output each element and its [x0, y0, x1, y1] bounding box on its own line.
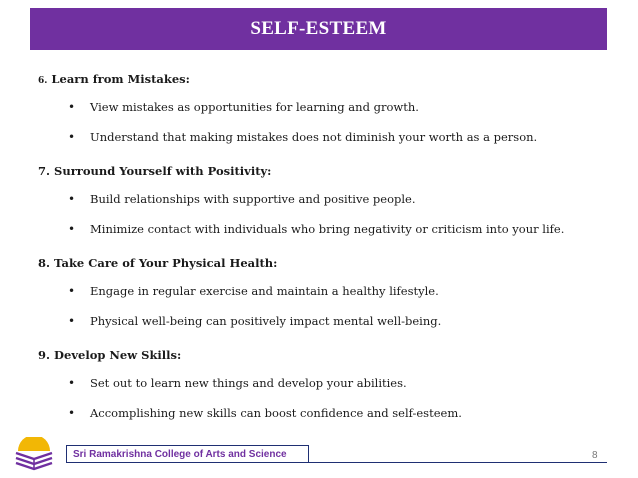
section-heading: [38, 158, 608, 184]
page-number: 8: [592, 450, 598, 461]
slide-content: [38, 66, 608, 434]
section-number: 6.: [38, 76, 48, 86]
slide-title: SELF-ESTEEM: [250, 18, 387, 39]
list-item: • Understand that making mistakes does not diminish your worth as a person.: [38, 122, 608, 152]
bullet-list: [38, 276, 608, 336]
list-item: • Build relationships with supportive and positive people.: [38, 184, 608, 214]
section-heading: [38, 250, 608, 276]
bullet-list: [38, 92, 608, 152]
list-item: • Minimize contact with individuals who bring negativity or criticism into your life.: [38, 214, 608, 244]
section-heading-text: Develop New Skills:: [54, 348, 182, 362]
section-number: 9.: [38, 348, 51, 362]
title-banner: [30, 8, 607, 50]
book-sunrise-logo-icon: [8, 437, 60, 473]
section-heading: [38, 342, 608, 368]
section-heading: [38, 66, 608, 92]
bullet-list: [38, 184, 608, 244]
list-item: • Engage in regular exercise and maintain a healthy lifestyle.: [38, 276, 608, 306]
section-heading-text: Surround Yourself with Positivity:: [54, 164, 272, 178]
section-surround-positivity: [38, 158, 608, 244]
list-item: • Accomplishing new skills can boost confidence and self-esteem.: [38, 398, 608, 428]
section-number: 8.: [38, 256, 51, 270]
section-new-skills: [38, 342, 608, 428]
college-name-box: [66, 445, 309, 463]
section-number: 7.: [38, 164, 51, 178]
section-learn-from-mistakes: [38, 66, 608, 152]
section-heading-text: Learn from Mistakes:: [51, 72, 190, 86]
section-heading-text: Take Care of Your Physical Health:: [54, 256, 278, 270]
list-item: • View mistakes as opportunities for learning and growth.: [38, 92, 608, 122]
section-physical-health: [38, 250, 608, 336]
list-item: • Physical well-being can positively impact mental well-being.: [38, 306, 608, 336]
college-name: Sri Ramakrishna College of Arts and Science: [73, 448, 287, 460]
bullet-list: [38, 368, 608, 428]
list-item: • Set out to learn new things and develop your abilities.: [38, 368, 608, 398]
footer-divider: [309, 462, 607, 463]
